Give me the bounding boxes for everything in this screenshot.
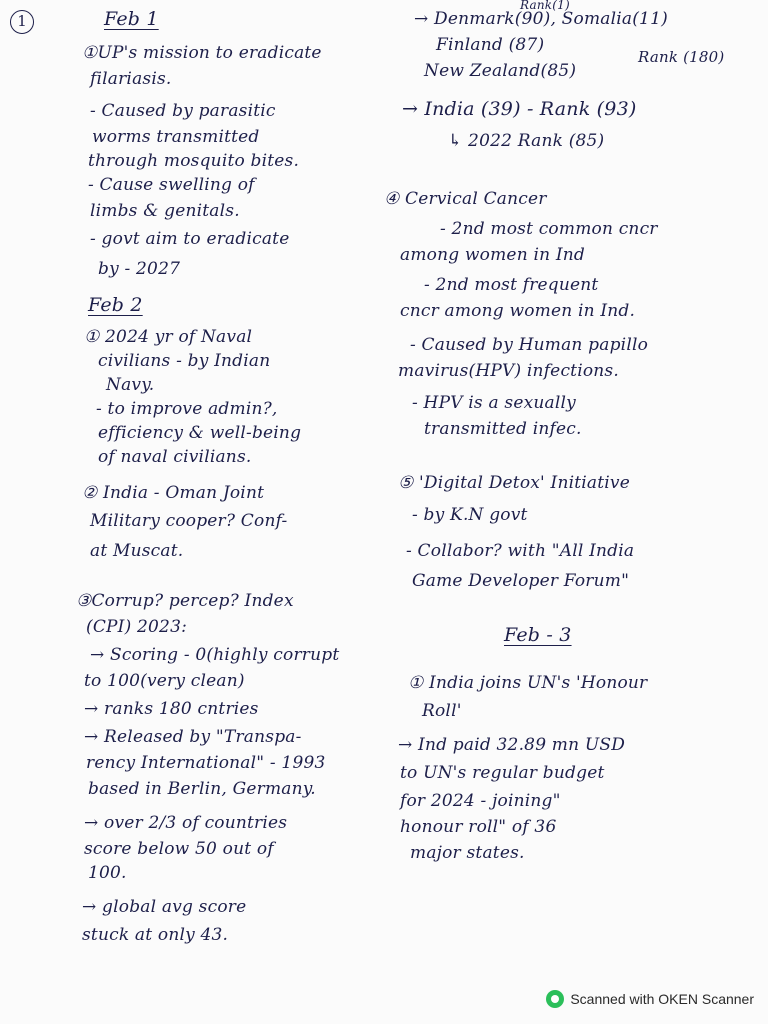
page-number-circle: 1 — [10, 10, 34, 34]
note-line: - Caused by parasitic — [90, 101, 276, 121]
note-line: worms transmitted — [92, 127, 260, 147]
note-line: → Scoring - 0(highly corrupt — [90, 645, 340, 665]
note-line: cncr among women in Ind. — [400, 301, 636, 321]
note-line: ③Corrup? percep? Index — [76, 591, 294, 611]
note-line: rency International" - 1993 — [86, 753, 326, 773]
note-line: → ranks 180 cntries — [84, 699, 259, 719]
note-line: ④ Cervical Cancer — [384, 189, 547, 209]
note-annotation: Rank(1) — [520, 0, 570, 12]
oken-logo-icon — [546, 990, 564, 1008]
note-line: by - 2027 — [98, 259, 181, 279]
note-line: based in Berlin, Germany. — [88, 779, 316, 799]
note-line: to 100(very clean) — [84, 671, 245, 691]
note-line: - 2nd most frequent — [424, 275, 599, 295]
note-line: Roll' — [422, 701, 462, 721]
note-line: Finland (87) — [436, 35, 545, 55]
note-line: - to improve admin?, — [96, 399, 278, 419]
note-line: 100. — [88, 863, 127, 883]
note-line: New Zealand(85) — [424, 61, 577, 81]
note-line: - HPV is a sexually — [412, 393, 576, 413]
note-line: mavirus(HPV) infections. — [398, 361, 619, 381]
note-line: efficiency & well-being — [98, 423, 302, 443]
note-line: → India (39) - Rank (93) — [402, 98, 637, 120]
note-line: at Muscat. — [90, 541, 184, 561]
note-line: honour roll" of 36 — [400, 817, 557, 837]
note-line: to UN's regular budget — [400, 763, 605, 783]
note-line: - Cause swelling of — [88, 175, 255, 195]
note-line: ①UP's mission to eradicate — [82, 43, 322, 63]
note-line: through mosquito bites. — [88, 151, 300, 171]
note-line: ② India - Oman Joint — [82, 483, 265, 503]
note-line: → Ind paid 32.89 mn USD — [398, 735, 626, 755]
note-line: score below 50 out of — [84, 839, 274, 859]
note-line: Navy. — [106, 375, 155, 395]
note-line: ⑤ 'Digital Detox' Initiative — [398, 473, 630, 493]
note-line: for 2024 - joining" — [400, 791, 561, 811]
note-line: stuck at only 43. — [82, 925, 229, 945]
heading-feb-2: Feb 2 — [88, 294, 143, 316]
note-line: Game Developer Forum" — [412, 571, 630, 591]
note-line: → Denmark(90), Somalia(11) — [414, 9, 668, 29]
note-line: → Released by "Transpa- — [84, 727, 302, 747]
note-line: - by K.N govt — [412, 505, 528, 525]
note-line: major states. — [410, 843, 525, 863]
note-line: of naval civilians. — [98, 447, 252, 467]
note-line: ① 2024 yr of Naval — [84, 327, 253, 347]
note-annotation: Rank (180) — [638, 48, 725, 66]
note-line: among women in Ind — [400, 245, 585, 265]
note-line: - 2nd most common cncr — [440, 219, 658, 239]
note-line: → over 2/3 of countries — [84, 813, 288, 833]
heading-feb-1: Feb 1 — [104, 8, 159, 30]
scanner-watermark — [546, 988, 754, 1010]
heading-feb-3: Feb - 3 — [504, 624, 572, 646]
note-line: limbs & genitals. — [90, 201, 240, 221]
note-line: - govt aim to eradicate — [90, 229, 290, 249]
note-line: - Collabor? with "All India — [406, 541, 635, 561]
note-line: Military cooper? Conf- — [90, 511, 288, 531]
note-line: civilians - by Indian — [98, 351, 271, 371]
note-line: transmitted infec. — [424, 419, 582, 439]
note-line: ① India joins UN's 'Honour — [408, 673, 648, 693]
note-line: filariasis. — [90, 69, 172, 89]
note-line: ↳ 2022 Rank (85) — [448, 131, 605, 151]
note-line: (CPI) 2023: — [86, 617, 188, 637]
note-line: - Caused by Human papillo — [410, 335, 649, 355]
scanner-text: Scanned with OKEN Scanner — [570, 991, 754, 1007]
note-line: → global avg score — [82, 897, 247, 917]
